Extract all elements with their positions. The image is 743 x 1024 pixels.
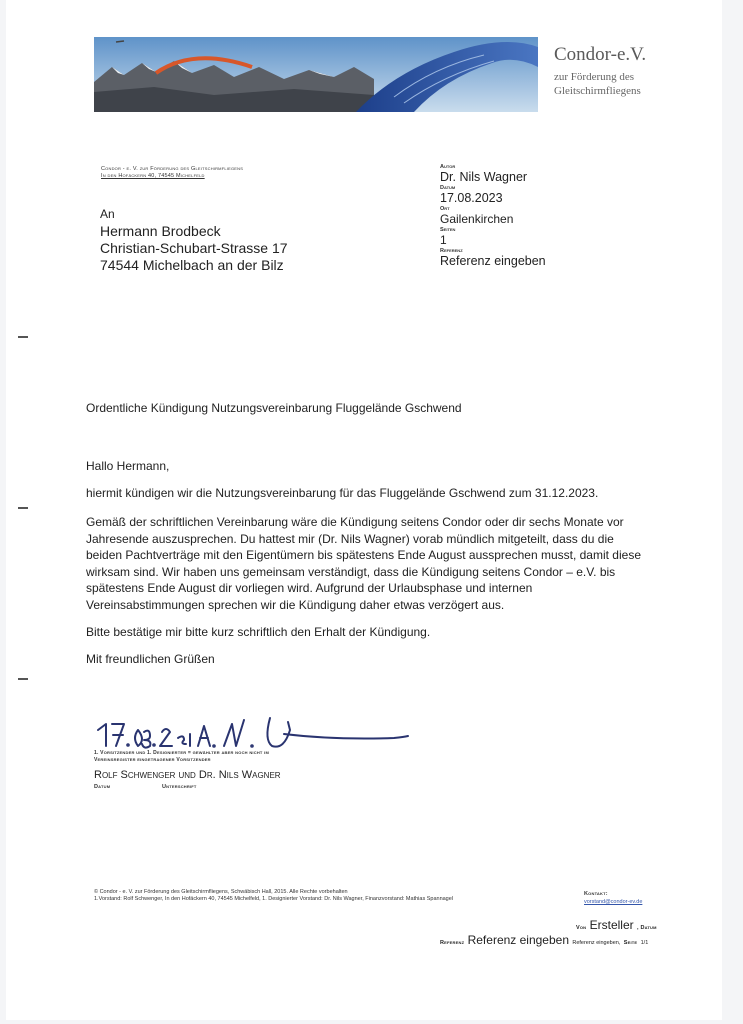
signer-date-label: Datum xyxy=(94,784,111,790)
footer-author: Ersteller xyxy=(589,918,634,932)
footer-copyright: © Condor - e. V. zur Förderung des Gleitschirmfliegens, Schwäbisch Hall, 2015. Alle Rechte vorbehalten xyxy=(94,889,348,895)
footer-page-label: Seite xyxy=(623,940,638,946)
footer-date-label: , Datum xyxy=(636,925,657,931)
signer-labels xyxy=(94,784,197,790)
footer-reference-line xyxy=(440,933,648,947)
meta-date-label: Datum xyxy=(440,185,456,191)
header-banner-image xyxy=(94,37,538,112)
footer-board: 1.Vorstand: Rolf Schwenger, In den Hofäckern 40, 74545 Michelfeld, 1. Designierter Vorstand: Dr. Nils Wagner, Finanzvorstand: Mathias Spannagel xyxy=(94,896,454,902)
letter-page xyxy=(6,0,722,1020)
meta-author-label: Autor xyxy=(440,164,456,170)
footer-legal xyxy=(94,889,554,903)
footer-reference: Referenz eingeben xyxy=(467,933,570,947)
signer-note xyxy=(94,750,269,763)
footer-von-label: Von xyxy=(576,925,587,931)
footer-author-line xyxy=(576,918,657,932)
meta-pages-label: Seiten xyxy=(440,227,456,233)
recipient-name: Hermann Brodbeck xyxy=(100,223,221,239)
meta-place-label: Ort xyxy=(440,206,450,212)
letter-meta xyxy=(440,164,546,269)
footer-contact xyxy=(584,890,642,906)
recipient-city: 74544 Michelbach an der Bilz xyxy=(100,257,284,273)
signer-note-line-1: 1. Vorsitzender und 1. Designierter = gewählter aber noch nicht im xyxy=(94,750,270,756)
brand-subtitle-2: Gleitschirmfliegens xyxy=(554,85,641,97)
letter-paragraph-2: Gemäß der schriftlichen Vereinbarung wäre die Kündigung seitens Condor oder dir sechs Monate vor Jahresende auszusprechen. Du hattest mir (Dr. Nils Wagner) vorab mündlich mitgeteilt, dass du die beiden Pachtverträge mit den Eigentümern bis spätestens Ende August aussprechen musst, damit diese wirksam sind. Wir haben uns gemeinsam verständigt, dass die Kündigung seitens Condor – e.V. bis spätestens Ende August dir vorliegen wird. Aufgrund der Urlaubsphase und internen Vereinsabstimmungen sprechen wir die Kündigung daher etwas verzögert aus. xyxy=(86,515,641,612)
fold-mark xyxy=(18,678,28,680)
signer-signature-label: Unterschrift xyxy=(161,784,197,790)
letter-closing: Mit freundlichen Grüßen xyxy=(86,652,215,666)
footer-contact-email[interactable]: vorstand@condor-ev.de xyxy=(584,899,643,905)
letter-paragraph-3: Bitte bestätige mir bitte kurz schriftlich den Erhalt der Kündigung. xyxy=(86,625,431,639)
signer-names: Rolf Schwenger und Dr. Nils Wagner xyxy=(94,769,281,781)
sender-return-address xyxy=(101,166,243,180)
footer-page: 1/1 xyxy=(640,940,649,946)
footer-contact-label: Kontakt: xyxy=(584,891,608,897)
meta-reference-label: Referenz xyxy=(440,248,463,254)
letter-paragraph-1: hiermit kündigen wir die Nutzungsvereinbarung für das Fluggelände Gschwend zum 31.12.2023. xyxy=(86,486,599,500)
recipient-prefix: An xyxy=(100,207,115,221)
fold-mark xyxy=(18,336,28,338)
brand-block xyxy=(554,44,646,98)
recipient-street: Christian-Schubart-Strasse 17 xyxy=(100,240,288,256)
sender-line-2: In den Hofäckern 40, 74545 Michelfeld xyxy=(101,173,205,179)
letter-subject: Ordentliche Kündigung Nutzungsvereinbarung Fluggelände Gschwend xyxy=(86,401,462,415)
letter-greeting: Hallo Hermann, xyxy=(86,459,170,473)
fold-mark xyxy=(18,507,28,509)
meta-place: Gailenkirchen xyxy=(440,212,514,226)
meta-author: Dr. Nils Wagner xyxy=(440,170,528,184)
meta-date: 17.08.2023 xyxy=(440,191,503,205)
sender-line-1: Condor - e. V. zur Förderung des Gleitschirmfliegens xyxy=(101,166,244,172)
brand-name: Condor-e.V. xyxy=(554,44,647,65)
signer-note-line-2: Vereinsregister eingetragener Vorsitzender xyxy=(94,756,211,763)
footer-reference-small: Referenz eingeben, xyxy=(572,940,621,946)
recipient-address xyxy=(100,206,288,274)
brand-subtitle-1: zur Förderung des xyxy=(554,71,635,83)
meta-pages: 1 xyxy=(440,233,447,247)
footer-reference-label: Referenz xyxy=(440,940,465,946)
meta-reference: Referenz eingeben xyxy=(440,254,546,268)
